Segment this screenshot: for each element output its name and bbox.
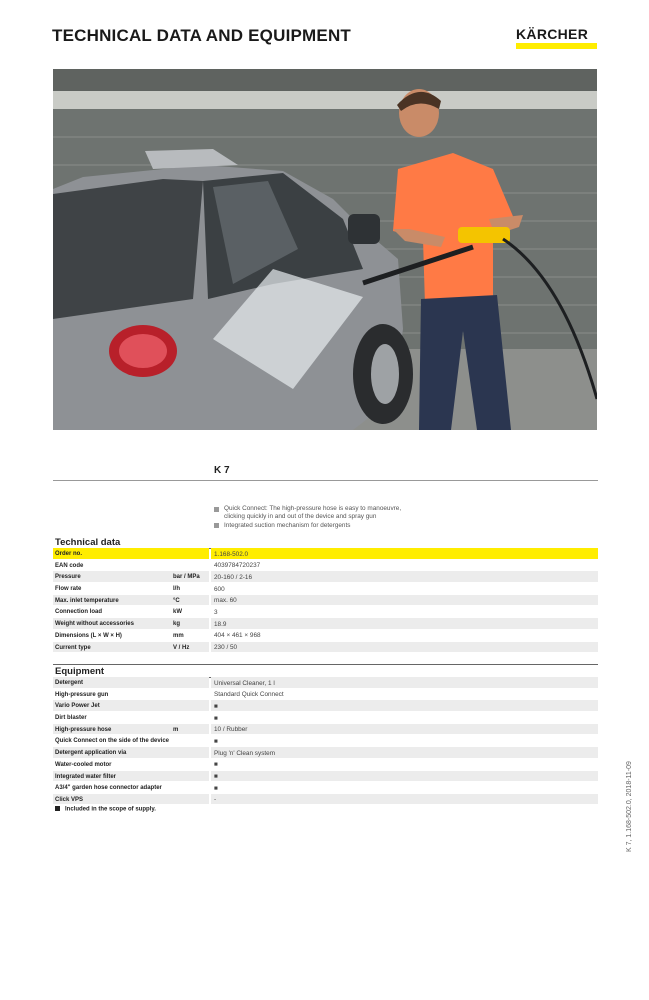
row-unit: kW <box>173 609 182 616</box>
row-label: Detergent <box>55 680 84 686</box>
footnote <box>55 806 156 813</box>
product-photo <box>53 69 597 430</box>
table-row <box>53 759 598 771</box>
row-label: Click VPS <box>55 796 84 803</box>
row-value: Plug 'n' Clean system <box>214 749 276 757</box>
row-value: 10 / Rubber <box>214 726 248 734</box>
row-value: - <box>214 796 217 804</box>
row-value: 20-160 / 2-16 <box>214 573 253 581</box>
row-value: ■ <box>214 702 218 710</box>
technical-data-table <box>53 548 598 653</box>
row-value: ■ <box>214 714 218 722</box>
footnote-text: Included in the scope of supply. <box>65 806 156 813</box>
table-row <box>53 595 598 607</box>
row-label: EAN code <box>55 562 84 569</box>
table-row <box>53 747 598 759</box>
brand-name: KÄRCHER <box>516 26 589 42</box>
row-value: 4039784720237 <box>214 562 261 570</box>
divider <box>53 480 598 481</box>
row-label: Weight without accessories <box>55 621 134 628</box>
row-unit: l/h <box>173 586 180 593</box>
row-label: High-pressure gun <box>55 691 109 698</box>
table-row <box>53 606 598 618</box>
row-label: Connection load <box>55 609 102 616</box>
row-label: Pressure <box>55 574 81 581</box>
table-row <box>53 548 598 560</box>
technical-data-heading: Technical data <box>55 537 121 548</box>
table-row <box>53 782 598 794</box>
row-value: 3 <box>214 608 218 616</box>
row-label: Dimensions (L × W × H) <box>55 632 122 639</box>
equipment-heading: Equipment <box>55 666 105 677</box>
row-unit: m <box>173 726 179 733</box>
row-value: ■ <box>214 784 218 792</box>
feature-list <box>214 505 401 530</box>
row-unit: bar / MPa <box>173 574 200 581</box>
row-unit: mm <box>173 632 184 639</box>
row-label: Max. inlet temperature <box>55 597 119 604</box>
bullet-square-icon <box>214 523 219 528</box>
row-value: 230 / 50 <box>214 644 238 651</box>
table-row <box>53 571 598 583</box>
feature-text: Quick Connect: The high-pressure hose is easy to manoeuvre, <box>224 505 402 512</box>
row-value: max. 60 <box>214 597 237 605</box>
divider <box>53 664 598 665</box>
row-unit: °C <box>173 597 180 604</box>
table-row <box>53 700 598 712</box>
row-value: ■ <box>214 737 218 745</box>
table-row <box>53 618 598 630</box>
product-model: K 7 <box>214 465 230 476</box>
bullet-square-icon <box>214 507 219 512</box>
feature-text-cont: clicking quickly in and out of the device and spray gun <box>224 513 377 521</box>
feature-item <box>214 522 401 530</box>
row-label: Current type <box>55 644 91 651</box>
row-value: ■ <box>214 773 218 780</box>
row-label: Vario Power Jet <box>55 703 100 710</box>
row-value: Universal Cleaner, 1 l <box>214 679 275 687</box>
row-label: Integrated water filter <box>55 773 117 780</box>
row-value: Standard Quick Connect <box>214 691 284 699</box>
row-label: Detergent application via <box>55 750 127 757</box>
row-label: A3/4" garden hose connector adapter <box>55 785 162 792</box>
table-row <box>53 642 598 654</box>
table-row <box>53 724 598 736</box>
included-marker-icon <box>55 806 60 811</box>
row-value: 600 <box>214 585 225 593</box>
page-title: TECHNICAL DATA AND EQUIPMENT <box>52 26 351 45</box>
row-value: 404 × 461 × 968 <box>214 632 261 640</box>
row-label: Dirt blaster <box>55 715 87 722</box>
row-unit: kg <box>173 621 181 628</box>
table-row <box>53 712 598 724</box>
side-reference-text: K 7, 1.168-502.0, 2018-11-09 <box>626 761 633 852</box>
brand-logo <box>516 27 597 49</box>
brand-bar <box>516 43 597 49</box>
row-label: Quick Connect on the side of the device <box>55 738 170 745</box>
row-label: Water-cooled motor <box>55 761 112 768</box>
row-label: Order no. <box>55 551 83 557</box>
table-row <box>53 583 598 595</box>
row-value: ■ <box>214 761 218 769</box>
table-row <box>53 630 598 642</box>
equipment-table <box>53 677 598 806</box>
table-row <box>53 794 598 806</box>
table-row <box>53 689 598 701</box>
table-row <box>53 677 598 689</box>
table-row <box>53 771 598 783</box>
table-row <box>53 560 598 572</box>
feature-item <box>214 505 401 522</box>
row-label: Flow rate <box>55 586 82 593</box>
row-label: High-pressure hose <box>55 726 112 733</box>
row-value: 18.9 <box>214 620 227 628</box>
row-unit: V / Hz <box>173 644 190 651</box>
row-value: 1.168-502.0 <box>214 550 249 558</box>
table-row <box>53 735 598 747</box>
feature-text: Integrated suction mechanism for detergents <box>224 521 351 529</box>
